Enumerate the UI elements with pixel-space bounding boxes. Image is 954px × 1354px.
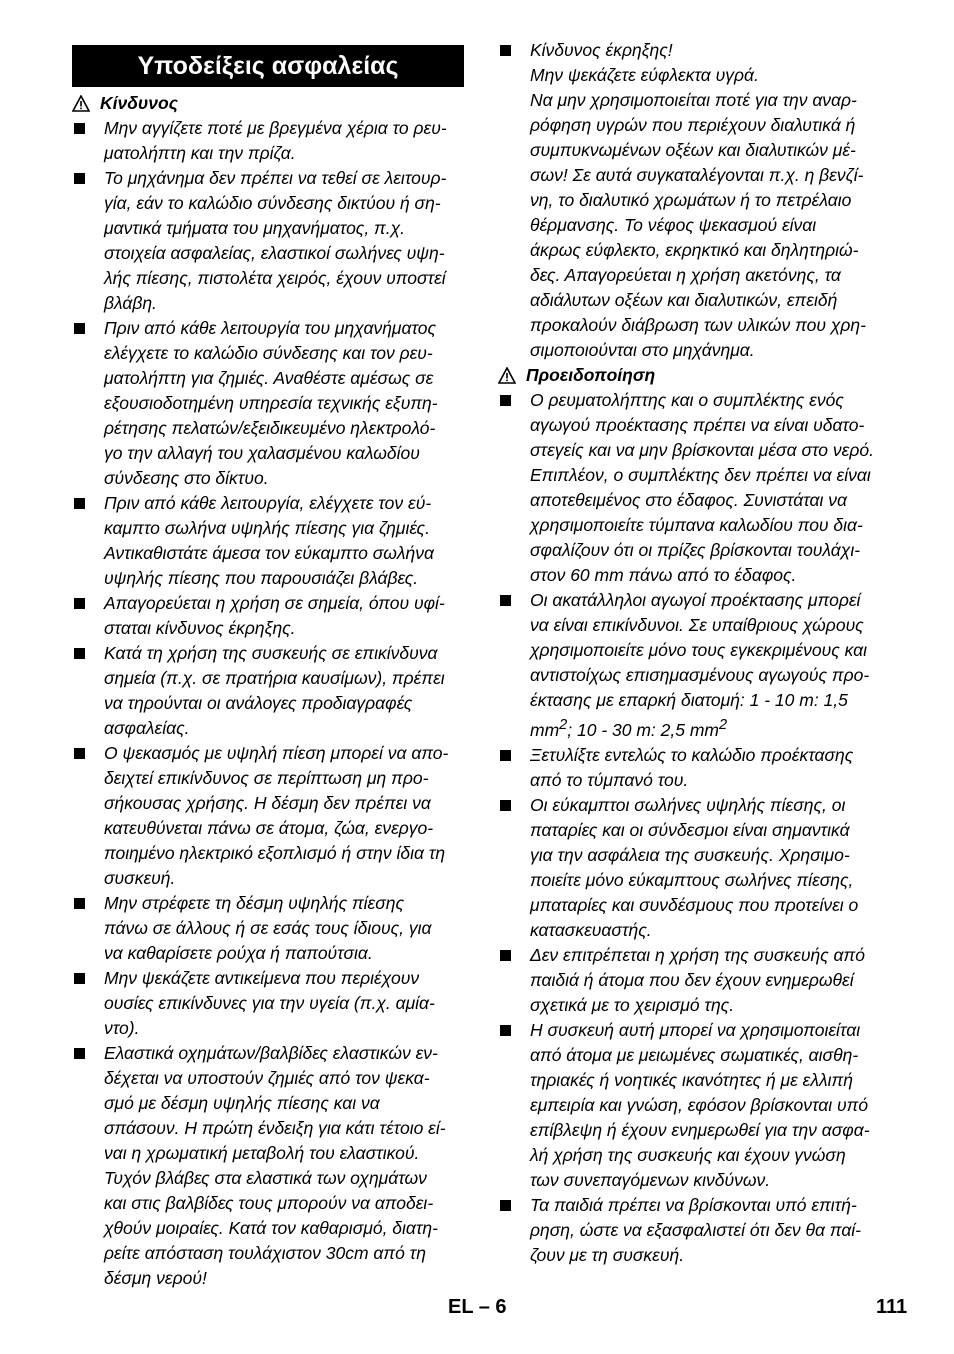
item-text: Ο ψεκασμός με υψηλή πίεση μπορεί να απο- δειχτεί επικίνδυνος σε περίπτωση μη προ- σήκουσας χρήσης. Η δέσμη δεν πρέπει να κατευθύνεται πάνω σε άτομα, ζώα, ενεργο- ποιημένο ηλεκτρικό εξοπλισμό ή στην ίδια τη συσκευή. — [104, 743, 449, 888]
bullet-icon — [500, 950, 511, 961]
safety-item — [498, 943, 890, 1018]
bullet-icon — [500, 1025, 511, 1036]
item-text: Μην στρέφετε τη δέσμη υψηλής πίεσης πάνω σε άλλους ή σε εσάς τους ίδιους, για να καθαρίσετε ρούχα ή παπούτσια. — [104, 893, 432, 963]
item-text: Δεν επιτρέπεται η χρήση της συσκευής από παιδιά ή άτομα που δεν έχουν ενημερωθεί σχετικά με το χειρισμό της. — [530, 944, 865, 1015]
safety-item — [72, 741, 464, 891]
safety-item — [498, 743, 890, 793]
safety-item — [72, 166, 464, 316]
section-title: Υποδείξεις ασφαλείας — [72, 45, 464, 87]
bullet-icon — [74, 598, 85, 609]
bullet-icon — [74, 648, 85, 659]
safety-item — [498, 1193, 890, 1268]
danger-label: Κίνδυνος — [100, 93, 178, 113]
item-text: Ο ρευματολήπτης και ο συμπλέκτης ενός αγωγού προέκτασης πρέπει να είναι υδατο- στεγείς και να μην βρίσκονται μέσα στο νερό. Επιπλέον, ο συμπλέκτης δεν πρέπει να είναι αποτεθειμένος στο έδαφος. Συνιστάται να χρησιμοποιείτε τύμπανα καλωδίου που δια- σφαλίζουν ότι οι πρίζες βρίσκονται τουλάχι- στον 60 mm πάνω από το έδαφος. — [530, 390, 874, 585]
item-text: Το μηχάνημα δεν πρέπει να τεθεί σε λειτουρ- γία, εάν το καλώδιο σύνδεσης δικτύου ή ση- μαντικά τμήματα του μηχανήματος, π.χ. στοιχεία ασφαλείας, ελαστικοί σωλήνες υψη- λής πίεσης, πιστολέτα χειρός, έχουν υποστεί βλάβη. — [104, 168, 447, 313]
safety-item — [72, 591, 464, 641]
item-text: Μην ψεκάζετε αντικείμενα που περιέχουν ουσίες επικίνδυνες για την υγεία (π.χ. αμία- ντο). — [104, 968, 435, 1038]
bullet-icon — [500, 800, 511, 811]
safety-item — [72, 491, 464, 591]
safety-item — [498, 388, 890, 588]
superscript: 2 — [559, 717, 568, 733]
item-text: Η συσκευή αυτή μπορεί να χρησιμοποιείται από άτομα με μειωμένες σωματικές, αισθη- τηριακές ή νοητικές ικανότητες ή με ελλιπή εμπειρία και γνώση, εφόσον βρίσκονται υπό επίβλεψη ή έχουν ενημερωθεί για την ασφα- λή χρήση της συσκευής και έχουν γνώση των συνεπαγόμενων κινδύνων. — [530, 1019, 870, 1190]
page-number: 111 — [876, 1296, 908, 1318]
item-text: Κατά τη χρήση της συσκευής σε επικίνδυνα σημεία (π.χ. σε πρατήρια καυσίμων), πρέπει να τηρούνται οι ανάλογες προδιαγραφές ασφαλείας. — [104, 643, 445, 738]
left-column — [72, 38, 464, 1291]
bullet-icon — [74, 1048, 85, 1059]
safety-item — [72, 316, 464, 491]
bullet-icon — [74, 498, 85, 509]
bullet-icon — [74, 748, 85, 759]
bullet-icon — [500, 395, 511, 406]
warning-heading — [498, 363, 890, 388]
safety-item — [72, 116, 464, 166]
item-text: Κίνδυνος έκρηξης! Μην ψεκάζετε εύφλεκτα υγρά. Να μην χρησιμοποιείται ποτέ για την αναρ- ρόφηση υγρών που περιέχουν διαλυτικά ή συμπυκνωμένων οξέων και διαλυτικών μέ- σων! Σε αυτά συγκαταλέγονται π.χ. η βενζί- νη, το διαλυτικό χρωμάτων ή το πετρέλαιο θέρμανσης. Το νέφος ψεκασμού είναι άκρως εύφλεκτο, εκρηκτικό και δηλητηριώ- δες. Απαγορεύεται η χρήση ακετόνης, τα αδιάλυτων οξέων και διαλυτικών, επειδή προκαλούν διάβρωση των υλικών που χρη- σιμοποιούνται στο μηχάνημα. — [530, 40, 866, 360]
bullet-icon — [500, 45, 511, 56]
item-text: Τα παιδιά πρέπει να βρίσκονται υπό επιτή- ρηση, ώστε να εξασφαλιστεί ότι δεν θα παί- ζουν με τη συσκευή. — [530, 1194, 862, 1265]
item-text: Οι ακατάλληλοι αγωγοί προέκτασης μπορεί να είναι επικίνδυνοι. Σε υπαίθριους χώρους χρησιμοποιείτε μόνο τους εγκεκριμένους και αντιστοίχως επισημασμένους αγωγούς προ- έκτασης με επαρκή διατομή: 1 - 10 m: 1,5 mm — [530, 590, 870, 740]
bullet-icon — [500, 595, 511, 606]
bullet-icon — [74, 173, 85, 184]
bullet-icon — [74, 123, 85, 134]
bullet-icon — [74, 973, 85, 984]
bullet-icon — [74, 323, 85, 334]
item-text: Μην αγγίζετε ποτέ με βρεγμένα χέρια το ρευ- ματολήπτη και την πρίζα. — [104, 118, 447, 163]
bullet-icon — [500, 1200, 511, 1211]
safety-item — [498, 38, 890, 363]
right-column — [498, 38, 890, 1268]
superscript: 2 — [718, 717, 728, 733]
item-text: Ξετυλίξτε εντελώς το καλώδιο προέκτασης από το τύμπανό του. — [530, 744, 854, 790]
safety-item — [72, 966, 464, 1041]
item-text: Οι εύκαμπτοι σωλήνες υψηλής πίεσης, οι παταρίες και οι σύνδεσμοι είναι σημαντικά για την ασφάλεια της συσκευής. Χρησιμο- ποιείτε μόνο εύκαμπτους σωλήνες πίεσης, μπαταρίες και συνδέσμους που προτείνει ο κατασκευαστής. — [530, 794, 859, 940]
warning-label: Προειδοποίηση — [526, 365, 656, 385]
safety-item — [498, 588, 890, 743]
item-text: Απαγορεύεται η χρήση σε σημεία, όπου υφί- σταται κίνδυνος έκρηξης. — [104, 593, 445, 638]
item-text: Πριν από κάθε λειτουργία, ελέγχετε τον εύ- καμπτο σωλήνα υψηλής πίεσης για ζημιές. Αντικαθιστάτε άμεσα τον εύκαμπτο σωλήνα υψηλής πίεσης που παρουσιάζει βλάβες. — [104, 493, 434, 588]
bullet-icon — [74, 898, 85, 909]
item-text: Πριν από κάθε λειτουργία του μηχανήματος ελέγχετε το καλώδιο σύνδεσης και τον ρευ- ματολήπτη για ζημιές. Αναθέστε αμέσως σε εξουσιοδοτημένη υπηρεσία τεχνικής εξυπη- ρέτησης πελατών/εξειδικευμένο ηλεκτρολό- γο την αλλαγή του χαλασμένου καλωδίου σύνδεσης στο δίκτυο. — [104, 318, 438, 488]
item-text: Ελαστικά οχημάτων/βαλβίδες ελαστικών εν- δέχεται να υποστούν ζημιές από τον ψεκα- σμό με δέσμη υψηλής πίεσης και να σπάσουν. Η πρώτη ένδειξη για κάτι τέτοιο εί- ναι η χρωματική μεταβολή του ελαστικού. Τυχόν βλάβες στα ελαστικά των οχημάτων και στις βαλβίδες τους μπορούν να αποδει- χθούν μοιραίες. Κατά τον καθαρισμό, διατη- ρείτε απόσταση τουλάχιστον 30cm από τη δέσμη νερού! — [104, 1043, 446, 1288]
warning-triangle-icon — [498, 367, 516, 384]
safety-item — [72, 641, 464, 741]
safety-item — [498, 793, 890, 943]
safety-item — [72, 891, 464, 966]
bullet-icon — [500, 750, 511, 761]
warning-triangle-icon — [72, 95, 90, 112]
footer-section-code: EL – 6 — [448, 1296, 507, 1318]
danger-heading — [72, 91, 464, 116]
safety-item — [498, 1018, 890, 1193]
safety-item — [72, 1041, 464, 1291]
item-text: ; 10 - 30 m: 2,5 mm — [567, 719, 719, 740]
